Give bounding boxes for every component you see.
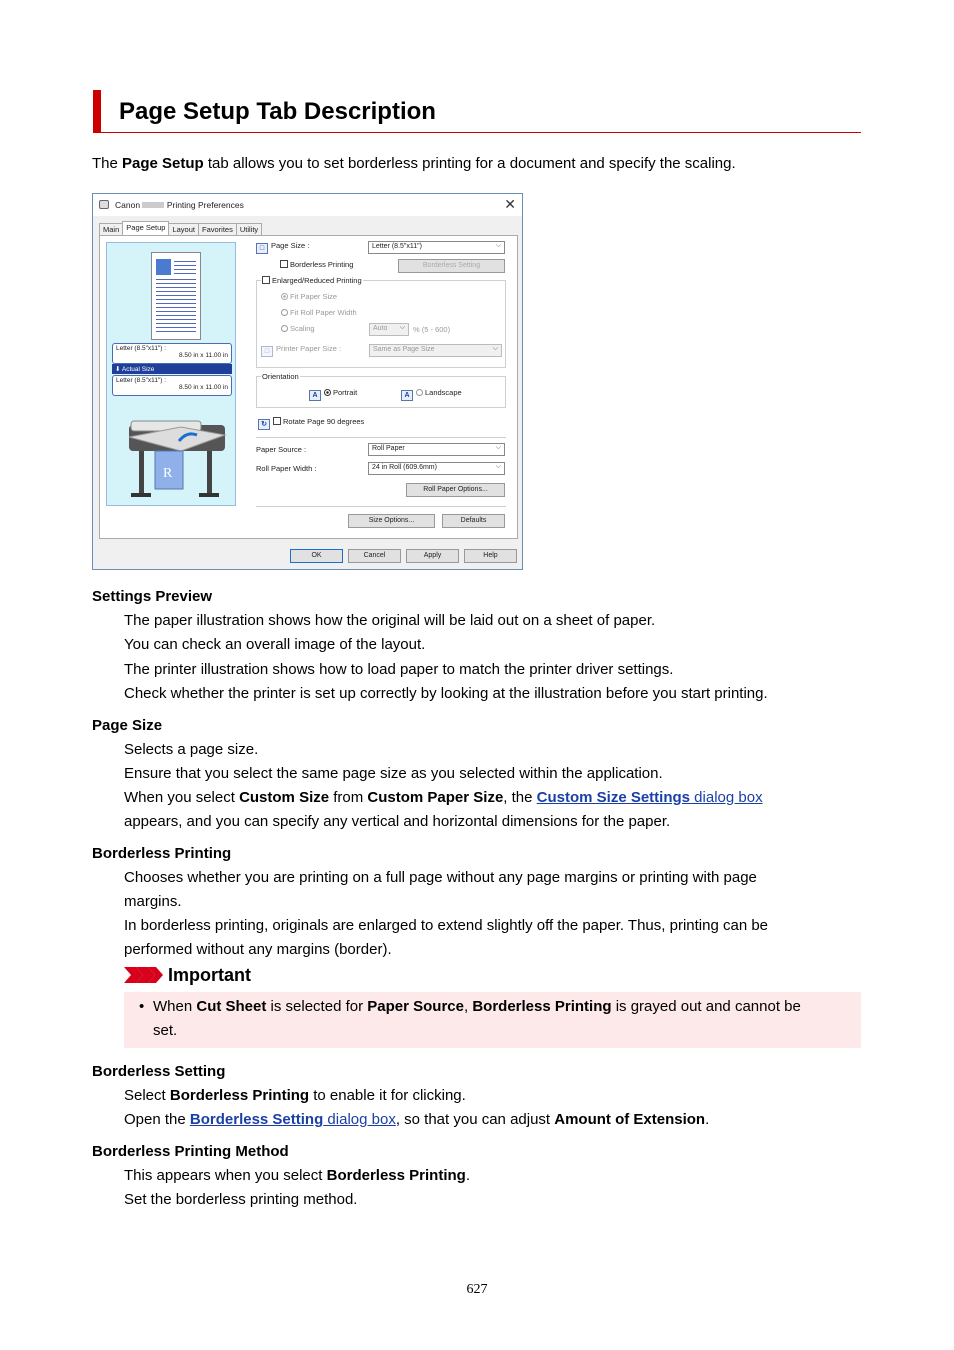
settings-preview [106, 242, 236, 506]
page-size-row: □ Page Size : [256, 241, 309, 254]
roll-paper-width-dropdown[interactable]: 24 in Roll (609.6mm) ⌵ [368, 462, 505, 475]
apply-button[interactable]: Apply [406, 549, 459, 563]
dialog-title: Canon Printing Preferences [115, 200, 244, 210]
paper-source-label: Paper Source : [256, 445, 307, 454]
enlarged-reduced-checkbox[interactable]: Enlarged/Reduced Printing [261, 276, 363, 285]
tab-layout[interactable]: Layout [168, 223, 199, 236]
orientation-group [256, 372, 506, 408]
desc-line: Set the borderless printing method. [124, 1191, 358, 1208]
term-borderless-printing-method: Borderless Printing Method [92, 1143, 289, 1160]
important-chevrons-icon [124, 967, 164, 983]
printer-icon [99, 200, 109, 209]
orientation-label: Orientation [262, 372, 299, 381]
desc-line: margins. [124, 893, 182, 910]
portrait-icon: A [309, 390, 321, 401]
landscape-icon: A [401, 390, 413, 401]
roll-paper-width-label: Roll Paper Width : [256, 464, 317, 473]
tab-bar [99, 221, 261, 235]
tab-utility[interactable]: Utility [236, 223, 262, 236]
desc-line: You can check an overall image of the layout. [124, 636, 426, 653]
tab-main[interactable]: Main [99, 223, 123, 236]
intro-text: The Page Setup tab allows you to set borderless printing for a document and specify the scaling. [92, 155, 736, 172]
desc-line: This appears when you select Borderless Printing. [124, 1167, 470, 1184]
paper-illustration [151, 252, 201, 340]
term-borderless-setting: Borderless Setting [92, 1063, 226, 1080]
actual-size-bar: ⬇ Actual Size [112, 364, 232, 374]
desc-line: Selects a page size. [124, 741, 259, 758]
heading-accent-bar [93, 90, 101, 133]
landscape-radio[interactable]: A Landscape [401, 388, 462, 401]
custom-size-settings-link[interactable]: Custom Size Settings dialog box [536, 789, 763, 806]
desc-line: Open the Borderless Setting dialog box, so that you can adjust Amount of Extension. [124, 1111, 710, 1128]
cancel-button[interactable]: Cancel [348, 549, 401, 563]
desc-line: The paper illustration shows how the original will be laid out on a sheet of paper. [124, 612, 656, 629]
desc-line: performed without any margins (border). [124, 941, 392, 958]
tab-favorites[interactable]: Favorites [198, 223, 237, 236]
important-line: set. [153, 1022, 178, 1039]
defaults-button[interactable]: Defaults [442, 514, 505, 528]
term-page-size: Page Size [92, 717, 163, 734]
dialog-titlebar [93, 194, 522, 216]
page-setup-panel [99, 235, 518, 539]
separator [256, 506, 506, 507]
desc-line: The printer illustration shows how to load paper to match the printer driver settings. [124, 661, 674, 678]
printer-illustration [121, 407, 231, 502]
scaling-spinbox[interactable]: Auto ⌵ [369, 323, 409, 336]
desc-line: Chooses whether you are printing on a full page without any page margins or printing with page [124, 869, 757, 886]
borderless-setting-link[interactable]: Borderless Setting dialog box [189, 1111, 396, 1128]
portrait-radio[interactable]: A Portrait [309, 388, 357, 401]
roll-paper-options-button[interactable]: Roll Paper Options... [406, 483, 505, 497]
separator [256, 437, 506, 438]
printer-paper-icon: □ [261, 346, 273, 357]
borderless-setting-button[interactable]: Borderless Setting [398, 259, 505, 273]
scaling-range: % (5 - 600) [413, 325, 451, 334]
borderless-printing-checkbox[interactable]: Borderless Printing [280, 260, 353, 269]
enlarged-reduced-group [256, 276, 506, 368]
svg-text:R: R [163, 466, 173, 481]
size-options-button[interactable]: Size Options... [348, 514, 435, 528]
printer-paper-size-dropdown[interactable]: Same as Page Size ⌵ [369, 344, 502, 357]
help-button[interactable]: Help [464, 549, 517, 563]
close-icon[interactable]: ✕ [504, 196, 516, 212]
desc-line: Select Borderless Printing to enable it for clicking. [124, 1087, 466, 1104]
important-title: Important [168, 965, 251, 985]
page-number: 627 [466, 1282, 488, 1297]
page-title: Page Setup Tab Description [119, 98, 436, 125]
desc-line: appears, and you can specify any vertical and horizontal dimensions for the paper. [124, 813, 671, 830]
desc-line: When you select Custom Size from Custom Paper Size, the Custom Size Settings dialog box [124, 789, 763, 806]
desc-line: In borderless printing, originals are enlarged to extend slightly off the paper. Thus, printing can be [124, 917, 769, 934]
term-borderless-printing: Borderless Printing [92, 845, 232, 862]
printing-preferences-dialog [92, 193, 523, 570]
rotate-icon: ↻ [258, 419, 270, 430]
important-line: When Cut Sheet is selected for Paper Source, Borderless Printing is grayed out and cannot be [153, 998, 801, 1015]
paper-source-dropdown[interactable]: Roll Paper ⌵ [368, 443, 505, 456]
heading-rule [101, 132, 861, 133]
scaling-radio[interactable]: Scaling [281, 324, 315, 333]
page-size-dropdown[interactable]: Letter (8.5"x11") ⌵ [368, 241, 505, 254]
important-bullet: • [139, 998, 145, 1015]
tab-page-setup[interactable]: Page Setup [122, 221, 169, 236]
printer-paper-size-label: □ Printer Paper Size : [261, 344, 341, 357]
rotate-page-checkbox[interactable]: ↻ Rotate Page 90 degrees [258, 417, 364, 430]
fit-roll-paper-width-radio[interactable]: Fit Roll Paper Width [281, 308, 357, 317]
down-arrow-icon: ⬇ [115, 366, 121, 373]
preview-info-top: Letter (8.5"x11") : 8.50 in x 11.00 in [112, 343, 232, 364]
desc-line: Ensure that you select the same page size as you selected within the application. [124, 765, 663, 782]
preview-info-bottom: Letter (8.5"x11") : 8.50 in x 11.00 in [112, 375, 232, 396]
fit-paper-size-radio[interactable]: Fit Paper Size [281, 292, 337, 301]
desc-line: Check whether the printer is set up correctly by looking at the illustration before you start printing. [124, 685, 768, 702]
term-settings-preview: Settings Preview [92, 588, 213, 605]
page-size-icon: □ [256, 243, 268, 254]
ok-button[interactable]: OK [290, 549, 343, 563]
